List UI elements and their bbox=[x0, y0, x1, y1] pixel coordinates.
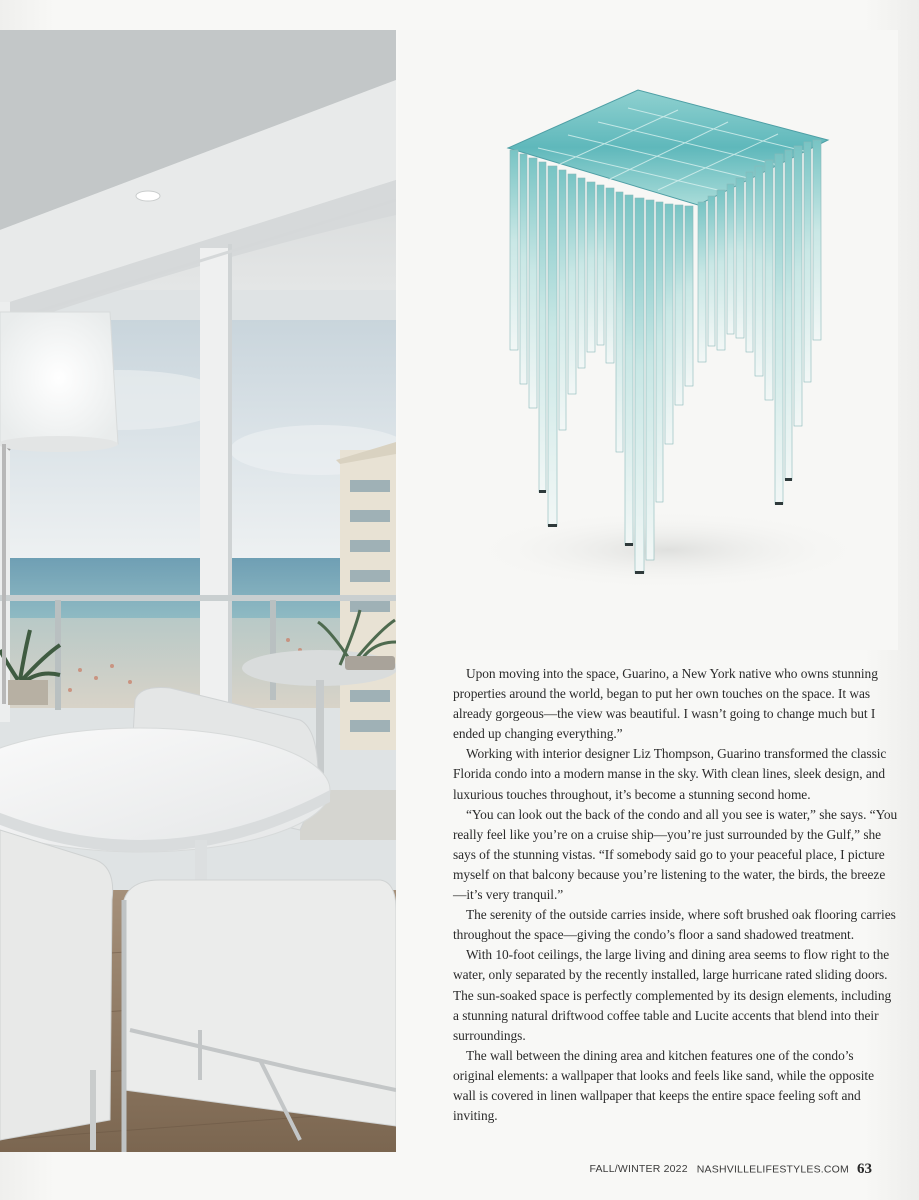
article-paragraph: Working with interior designer Liz Thompson, Guarino transformed the classic Florida condo into a modern manse in the sky. With clean lines, sleek design, and luxurious touches throughout, it’s become a stunning second home. bbox=[453, 746, 887, 802]
issue-label: FALL/WINTER 2022 bbox=[589, 1163, 688, 1176]
article-paragraph: With 10-foot ceilings, the large living and dining area seems to flow right to the water, only separated by the recently installed, large hurricane rated sliding doors. The sun-soaked space is perfectly complemented by its design elements, including a stunning natural driftwood coffee table and Lucite accents that blend into their surroundings. bbox=[453, 947, 892, 1043]
glass-side-table-photo bbox=[398, 30, 898, 650]
page-footer bbox=[520, 1160, 872, 1184]
article-paragraph: Upon moving into the space, Guarino, a New York native who owns stunning properties around the world, began to put her own touches on the space. It was already gorgeous—the view was beautiful. I wasn’t going to change much but I ended up changing everything.” bbox=[453, 666, 878, 742]
article-paragraph: The wall between the dining area and kitchen features one of the condo’s original elements: a wallpaper that looks and feels like sand, while the opposite wall is covered in linen wallpaper that keeps the entire space feeling soft and inviting. bbox=[453, 1047, 874, 1124]
article-body bbox=[453, 664, 898, 1126]
article-paragraph: The serenity of the outside carries inside, where soft brushed oak flooring carries throughout the space—giving the condo’s floor a sand shadowed treatment. bbox=[453, 907, 896, 943]
dining-room-photo bbox=[0, 30, 396, 1152]
page-number: 63 bbox=[857, 1160, 872, 1177]
website-label: NASHVILLELIFESTYLES.COM bbox=[696, 1163, 849, 1176]
article-paragraph: “You can look out the back of the condo and all you see is water,” she says. “You really feel like you’re on a cruise ship—you’re just surrounded by the Gulf,” she says of the stunning vistas. “If somebody said go to your peaceful place, I picture myself on that balcony because you’re listening to the water, the birds, the breeze—it’s very tranquil.” bbox=[453, 806, 898, 903]
